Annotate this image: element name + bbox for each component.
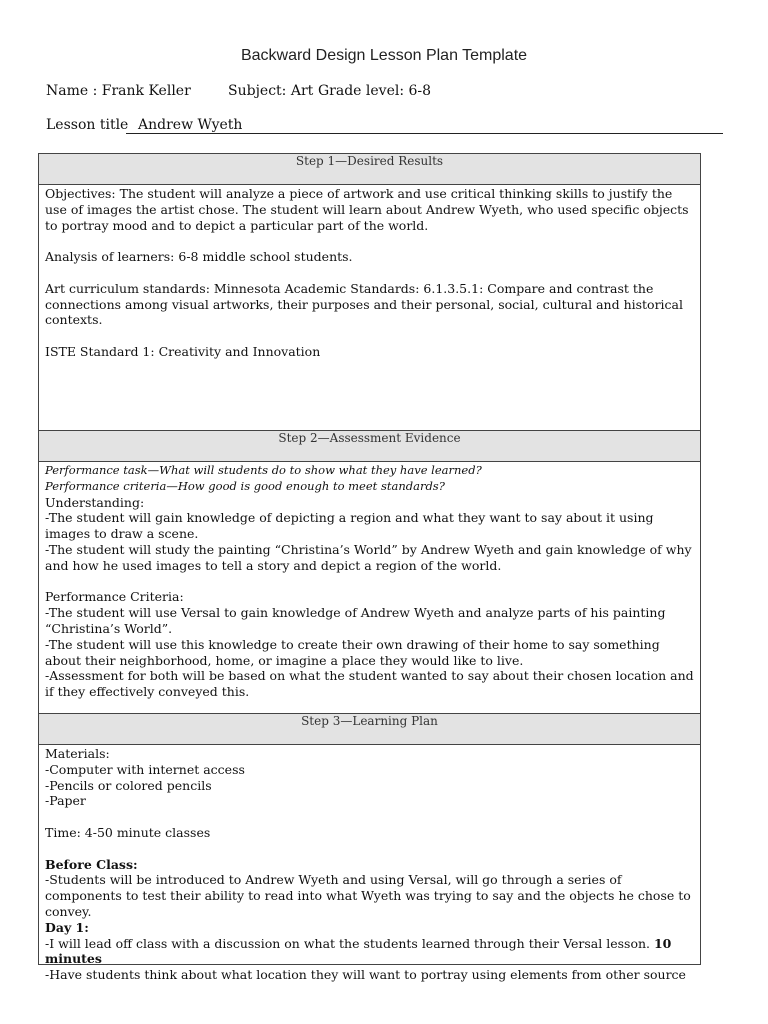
- performance-criteria-prompt: Performance criteria—How good is good enough to meet standards?: [45, 478, 445, 493]
- understanding-label: Understanding:: [45, 494, 145, 510]
- criteria-item: -Assessment for both will be based on what the student wanted to say about their chosen location and if they effectively conveyed this.: [45, 668, 694, 700]
- objectives-text: Objectives: The student will analyze a piece of artwork and use critical thinking skills to justify the use of images the artist chose. The student will learn about Andrew Wyeth, who used specific objects to portray mood and to depict a particular part of the world.: [45, 186, 689, 233]
- step1-header: Step 1—Desired Results: [39, 154, 700, 185]
- day1-label: Day 1:: [45, 919, 89, 935]
- lesson-title-label: Lesson title: [46, 117, 129, 133]
- criteria-item: -The student will use this knowledge to create their own drawing of their home to say something about their neighborhood, home, or imagine a place they would like to live.: [45, 636, 660, 668]
- header-meta: [46, 83, 431, 99]
- material-item: -Pencils or colored pencils: [45, 777, 212, 793]
- step3-header: Step 3—Learning Plan: [39, 714, 700, 745]
- grade-level: Grade level: 6-8: [318, 83, 432, 99]
- time-text: Time: 4-50 minute classes: [45, 824, 211, 840]
- material-item: -Paper: [45, 793, 86, 809]
- material-item: -Computer with internet access: [45, 761, 245, 777]
- day1-item: [45, 936, 694, 968]
- step2-header: Step 2—Assessment Evidence: [39, 431, 700, 462]
- lesson-title-row: [46, 117, 723, 134]
- before-class-text: -Students will be introduced to Andrew Wyeth and using Versal, will go through a series of components to test their ability to read into what Wyeth was trying to say and the objects he chose to convey.: [45, 872, 691, 919]
- day1-text: -I will lead off class with a discussion on what the students learned through their Versal lesson.: [45, 935, 654, 951]
- day1-duration: 10 minutes: [45, 935, 672, 967]
- criteria-item: -The student will use Versal to gain knowledge of Andrew Wyeth and analyze parts of his painting “Christina’s World”.: [45, 605, 666, 636]
- teacher-name: Name : Frank Keller: [46, 83, 191, 99]
- criteria-label: Performance Criteria:: [45, 589, 184, 605]
- lesson-title-value: Andrew Wyeth: [126, 117, 723, 134]
- understanding-item: -The student will study the painting “Christina’s World” by Andrew Wyeth and gain knowledge of why and how he used images to tell a story and depict a region of the world.: [45, 541, 692, 573]
- subject: Subject: Art: [228, 83, 314, 99]
- page-title: Backward Design Lesson Plan Template: [240, 47, 528, 64]
- iste-text: ISTE Standard 1: Creativity and Innovation: [45, 343, 321, 359]
- day1-item: -Have students think about what location they will want to portray using elements from other source: [45, 967, 686, 983]
- learners-text: Analysis of learners: 6-8 middle school students.: [45, 249, 353, 265]
- step3-body: [39, 745, 700, 983]
- materials-label: Materials:: [45, 746, 110, 761]
- standards-text: Art curriculum standards: Minnesota Academic Standards: 6.1.3.5.1: Compare and contrast the connections among visual artworks, their purposes and their personal, social, cultural and historical contexts.: [45, 280, 684, 328]
- performance-task-prompt: Performance task—What will students do to show what they have learned?: [45, 463, 482, 477]
- understanding-item: -The student will gain knowledge of depicting a region and what they want to say about it using images to draw a scene.: [45, 510, 654, 542]
- step1-body: [39, 185, 700, 431]
- before-class-label: Before Class:: [45, 856, 138, 872]
- lesson-plan-table: [38, 153, 701, 983]
- step2-body: [39, 462, 700, 714]
